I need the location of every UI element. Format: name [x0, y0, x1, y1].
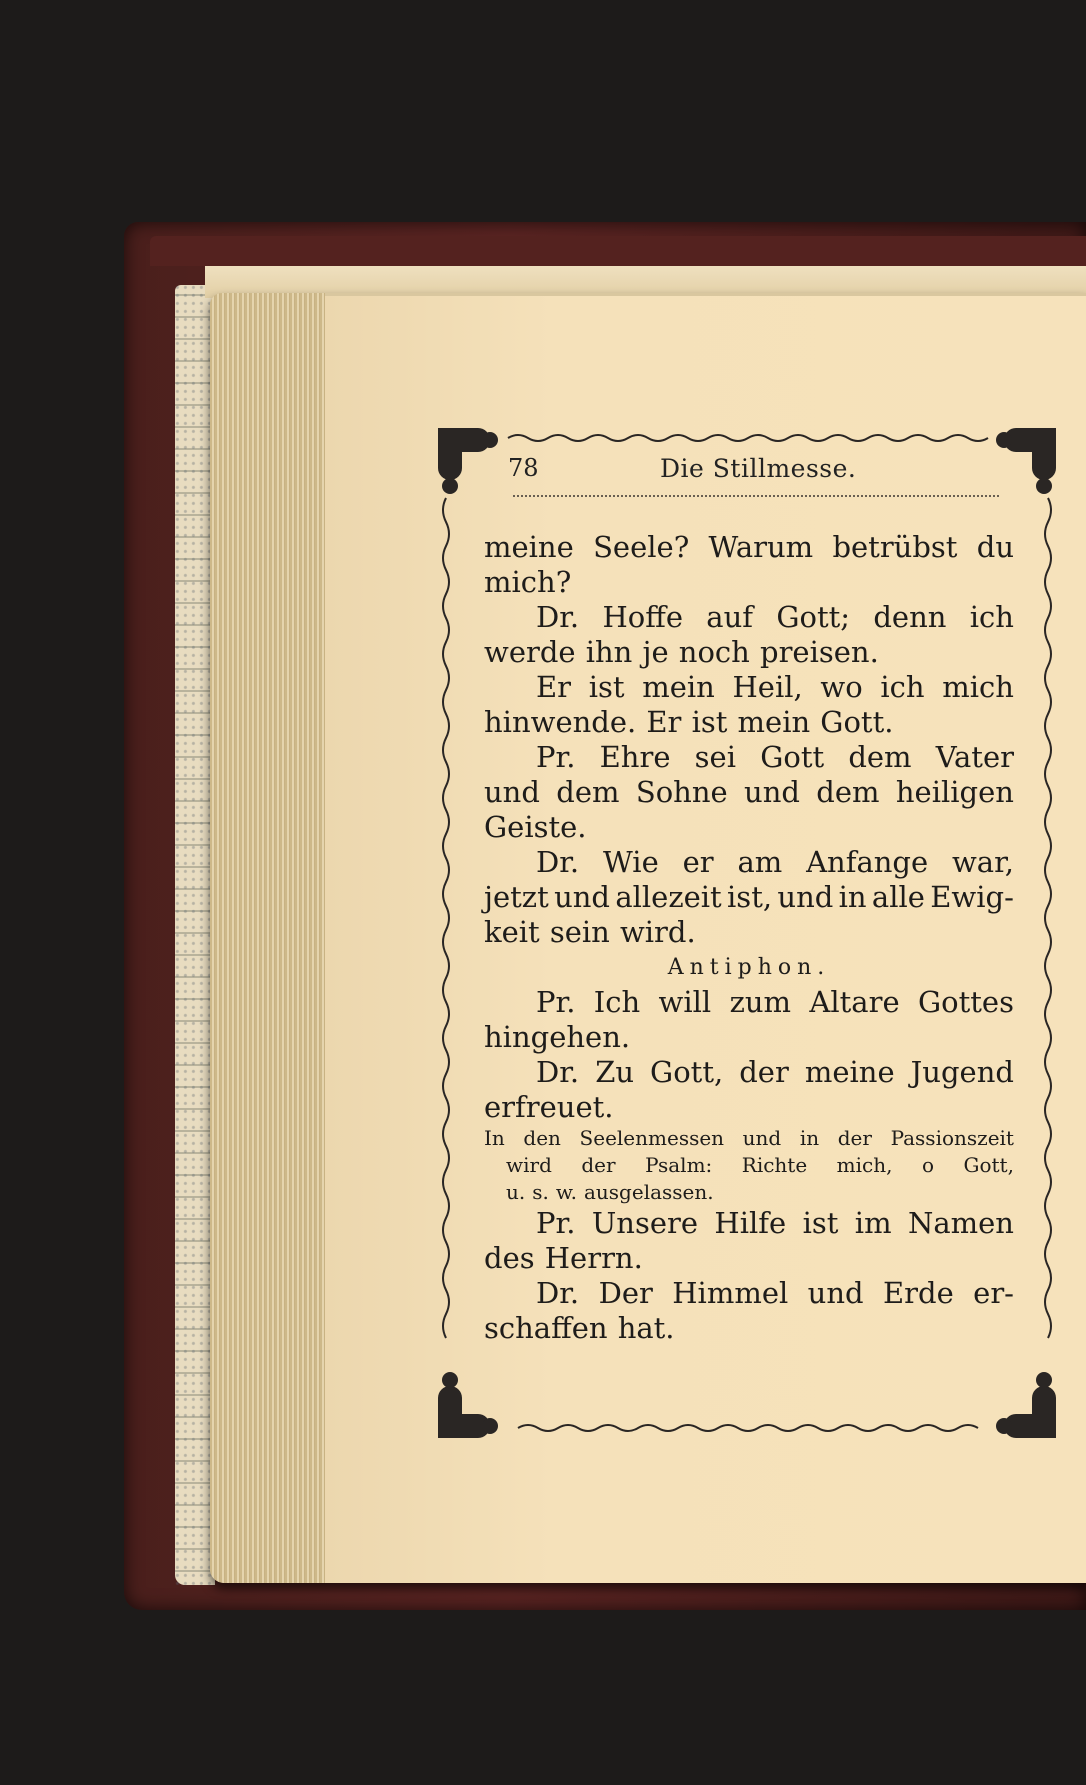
word: Er: [646, 705, 682, 739]
word: wird.: [619, 915, 696, 949]
word: Seele?: [593, 530, 690, 564]
word: je: [642, 635, 669, 669]
word: dem: [556, 775, 620, 809]
corner-ornament-bottom-right: [996, 1372, 1056, 1438]
word: Richte: [741, 1153, 808, 1177]
page-number: 78: [508, 454, 539, 482]
word: Unsere: [591, 1206, 699, 1240]
word: hinwende.: [484, 705, 637, 739]
word: Vater: [935, 740, 1014, 774]
word: Sohne: [635, 775, 728, 809]
text-body: [484, 530, 1014, 1346]
word: ausgelassen.: [583, 1180, 714, 1204]
word: Pr.: [536, 1206, 576, 1240]
word: ist: [802, 1206, 839, 1240]
word: werde: [484, 635, 576, 669]
marbled-endpaper: [175, 285, 215, 1585]
word: Gott,: [963, 1153, 1014, 1177]
word: Psalm:: [645, 1153, 713, 1177]
word: des: [484, 1241, 535, 1275]
word: Pr.: [536, 985, 576, 1019]
word: im: [854, 1206, 892, 1240]
text-line: [484, 880, 1014, 915]
word: er: [682, 845, 714, 879]
word: Dr.: [536, 845, 580, 879]
word: Dr.: [536, 1276, 580, 1310]
word: ich: [880, 670, 925, 704]
word: Jugend: [910, 1055, 1014, 1089]
word: Gott.: [820, 705, 894, 739]
word: Gottes: [917, 985, 1014, 1019]
word: mich?: [484, 565, 572, 599]
word: preisen.: [760, 635, 879, 669]
word: und: [777, 880, 834, 914]
word: Erde: [882, 1276, 954, 1310]
word: und: [742, 1126, 782, 1150]
word: meine: [804, 1055, 895, 1089]
text-line: [484, 915, 1014, 950]
word: Anfange: [806, 845, 929, 879]
corner-ornament-top-right: [996, 428, 1056, 494]
word: Pr.: [536, 740, 576, 774]
text-line: [484, 1311, 1014, 1346]
text-line: [484, 740, 1014, 775]
word: wo: [820, 670, 863, 704]
word: Dr.: [536, 600, 580, 634]
word: Altare: [809, 985, 900, 1019]
word: mich,: [836, 1153, 893, 1177]
word: und: [744, 775, 800, 809]
word: dem: [848, 740, 912, 774]
word: und: [554, 880, 610, 914]
word: Passionszeit: [890, 1126, 1014, 1150]
word: jetzt: [484, 880, 549, 914]
section-heading: Antiphon.: [667, 955, 831, 980]
word: hat.: [617, 1311, 675, 1345]
word: der: [739, 1055, 789, 1089]
word: dem: [816, 775, 880, 809]
word: Zu: [595, 1055, 635, 1089]
word: ist: [691, 705, 728, 739]
word: ich: [969, 600, 1014, 634]
word: schaffen: [484, 1311, 608, 1345]
word: Er: [536, 670, 572, 704]
word: Herrn.: [544, 1241, 643, 1275]
page-edges: [210, 293, 325, 1583]
word: am: [737, 845, 783, 879]
text-line: [484, 1276, 1014, 1311]
word: er-: [973, 1276, 1014, 1310]
text-line: [484, 845, 1014, 880]
word: In: [484, 1126, 505, 1150]
word: allezeit: [615, 880, 722, 914]
word: will: [658, 985, 712, 1019]
word: auf: [706, 600, 753, 634]
word: mein: [737, 705, 811, 739]
word: Himmel: [672, 1276, 789, 1310]
rubric-line: [484, 1152, 1014, 1179]
word: Hilfe: [714, 1206, 787, 1240]
word: o: [921, 1153, 935, 1177]
word: ihn: [585, 635, 633, 669]
text-line: [484, 635, 1014, 670]
ornamental-frame: [438, 428, 1056, 1438]
text-line: [484, 775, 1014, 810]
word: Warum: [708, 530, 814, 564]
word: war,: [951, 845, 1014, 879]
word: der: [837, 1126, 872, 1150]
word: der: [581, 1153, 616, 1177]
word: w.: [555, 1180, 577, 1204]
corner-ornament-top-left: [438, 428, 498, 494]
word: in: [838, 880, 867, 914]
text-line: [484, 1241, 1014, 1276]
word: hingehen.: [484, 1020, 631, 1054]
word: Ehre: [599, 740, 671, 774]
text-line: [484, 1020, 1014, 1055]
word: wird: [506, 1153, 552, 1177]
word: Geiste.: [484, 810, 587, 844]
running-head: [508, 448, 978, 488]
word: betrübst: [832, 530, 958, 564]
word: mein: [642, 670, 715, 704]
text-line: [484, 705, 1014, 740]
word: s.: [532, 1180, 549, 1204]
word: sei: [694, 740, 736, 774]
rubric-line: [484, 1125, 1014, 1152]
word: zum: [729, 985, 792, 1019]
word: Gott: [760, 740, 825, 774]
text-line: [484, 1055, 1014, 1090]
text-line: [484, 670, 1014, 705]
text-line: [484, 1206, 1014, 1241]
word: ist: [588, 670, 625, 704]
word: Seelenmessen: [579, 1126, 725, 1150]
word: heiligen: [895, 775, 1014, 809]
word: Hoffe: [602, 600, 683, 634]
word: du: [976, 530, 1014, 564]
rubric-line: [484, 1179, 1014, 1206]
text-line: [484, 985, 1014, 1020]
text-line: [484, 600, 1014, 635]
word: Gott;: [776, 600, 851, 634]
word: meine: [484, 530, 574, 564]
word: Ich: [593, 985, 641, 1019]
text-line: [484, 565, 1014, 600]
word: Der: [598, 1276, 653, 1310]
word: keit: [484, 915, 540, 949]
text-line: [484, 1090, 1014, 1125]
book-cover-top: [150, 236, 1086, 266]
word: alle: [871, 880, 925, 914]
word: Dr.: [536, 1055, 580, 1089]
word: ist,: [727, 880, 773, 914]
word: den: [523, 1126, 561, 1150]
page-title: Die Stillmesse.: [660, 454, 857, 483]
text-line: [484, 530, 1014, 565]
word: u.: [506, 1180, 526, 1204]
word: Namen: [907, 1206, 1014, 1240]
corner-ornament-bottom-left: [438, 1372, 498, 1438]
word: sein: [549, 915, 610, 949]
word: Ewig-: [930, 880, 1014, 914]
word: in: [799, 1126, 820, 1150]
word: noch: [678, 635, 750, 669]
word: Heil,: [732, 670, 803, 704]
word: Wie: [603, 845, 659, 879]
word: und: [484, 775, 540, 809]
word: Gott,: [650, 1055, 724, 1089]
word: mich: [942, 670, 1014, 704]
text-line: [484, 810, 1014, 845]
word: denn: [873, 600, 947, 634]
word: erfreuet.: [484, 1090, 614, 1124]
word: und: [807, 1276, 864, 1310]
